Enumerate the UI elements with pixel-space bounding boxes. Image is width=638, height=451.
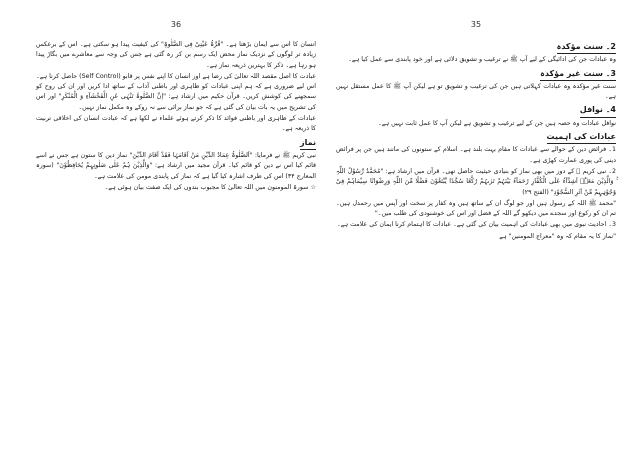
section-heading: 2۔ سنت مؤکدہ [557,42,616,54]
footnote: ☆ سورۃ المومنون میں اللہ تعالیٰ کا مجبوب بندوں کی ایک صفت بیان ہوئی ہے۔ [104,183,316,191]
namaz-paragraph: نبی کریم ﷺ نے فرمایا: "اَلصَّلٰوۃُ عِمَادُ الدِّیْنِ مَنْ اَقَامَہَا فَقَدْ اَقَامَ الدِّیْنَ" نماز دین کا ستون ہے جس نے اسے قائم کیا اس نے دین کو قائم کیا۔ قرآن مجید میں ارشاد ہے: "وَالَّذِیْنَ ہُمْ عَلٰی صَلٰوتِہِمْ یُحَافِظُوْنَ" (سورہ المعارج ۳۴) اس کی طرف اشارہ کیا گیا ہے کہ نماز کی پابندی مومن کی علامت ہے۔ [36,151,316,180]
right-page [330,0,622,445]
section-text: سنت غیر مؤکدہ وہ عبادات کہلاتی ہیں جن کی ترغیب و تشویق تو ہے لیکن آپ ﷺ کا عمل مستقل نہیں ہے۔ [336,82,616,101]
left-page-body [36,40,316,439]
paragraph: انسان کا اس سے ایمان بڑھتا ہے۔ "قُرَّۃُ عَیْنِیْ فِی الصَّلٰوۃِ" کی کیفیت پیدا ہو سکتی ہے۔ اس کے برعکس زیادہ تر لوگوں کے نزدیک نماز محض ایک رسم بن کر رہ گئی ہے جس کی وجہ سے معاشرے میں بگاڑ پیدا ہو رہا ہے۔ ذکر کا بہترین ذریعہ نماز ہے۔ [36,41,316,69]
page-number-right: 35 [470,20,482,29]
list-item: 2۔ نبی کریم ﷺ کے دور میں بھی نماز کو بنیادی حیثیت حاصل تھی۔ قرآن میں ارشاد ہے: "مُحَمَّدٌ رَّسُوْلُ اللّٰہِ ۚ وَالَّذِیْنَ مَعَہٗۤ اَشِدَّآءُ عَلَی الْکُفَّارِ رُحَمَآءُ بَیْنَہُمْ تَرٰىہُمْ رُکَّعًا سُجَّدًا یَّبْتَغُوْنَ فَضْلًا مِّنَ اللّٰہِ وَرِضْوَانًا سِیْمَاہُمْ فِیْ وُجُوْہِہِمْ مِّنْ اَثَرِ السُّجُوْدِ" (الفتح ۲۹) [336,167,616,196]
left-page [30,0,322,445]
list-item: 3۔ احادیث نبوی میں بھی عبادات کی اہمیت بیان کی گئی ہے۔ عبادات کا اہتمام کرنا ایمان کی علامت ہے۔ [337,221,616,229]
page-number-left: 36 [170,20,182,29]
section-text: نوافل عبادات وہ حصہ ہیں جن کے لیے ترغیب و تشویق ہے لیکن آپ کا عمل ثابت نہیں ہے۔ [378,119,616,127]
section-text: وہ عبادات جن کی ادائیگی کے لیے آپ ﷺ نے ترغیب و تشویق دلائی ہے اور خود پابندی سے عمل کیا ہے۔ [348,56,616,64]
namaz-heading: نماز [300,138,316,150]
paragraph: عبادات کے ظاہری اور باطنی فوائد کا ذکر کرتے ہوئے علماء نے لکھا ہے کہ عبادت انسان کی اخلاقی تربیت کا ذریعہ ہے۔ [36,115,316,133]
right-page-body [336,40,616,439]
translation: "محمد ﷺ اللہ کے رسول ہیں اور جو لوگ ان کے ساتھ ہیں وہ کفار پر سخت اور آپس میں رحمدل ہیں۔ تم ان کو رکوع اور سجدے میں دیکھو گے اللہ کے فضل اور اس کی خوشنودی کی طلب میں۔" [336,199,616,218]
importance-heading: عبادات کی اہمیت [547,132,616,144]
section-heading: 3۔ سنت غیر مؤکدہ [540,69,616,81]
list-item: 1۔ فرائض دین کے حوالے سے عبادات کا مقام بہت بلند ہے۔ اسلام کے ستونوں کی مانند ہیں جن پر فرائض دینی کی پوری عمارت کھڑی ہے۔ [336,146,616,164]
paragraph: عبادت کا اصل مقصد اللہ تعالیٰ کی رضا ہے اور انسان کا اپنے نفس پر قابو (Self Control) حاصل کرنا ہے۔ اس لیے ضروری ہے کہ ہم اپنی عبادات کو ظاہری اور باطنی آداب کے ساتھ ادا کریں اور ان کی روح کو سمجھنے کی کوشش کریں۔ قرآن حکیم میں ارشاد ہے: "اِنَّ الصَّلٰوۃَ تَنْہٰی عَنِ الْفَحْشَآءِ وَ الْمُنْکَرِ" اور اس کی تشریح میں یہ بات بیان کی گئی ہے کہ جو نماز برائی سے نہ روکے وہ مکمل نماز نہیں۔ [36,72,316,111]
quote: "نماز کا یہ مقام کہ وہ "معراج المومنین" ہے [499,232,616,240]
section-heading: 4۔ نوافل [580,105,616,117]
